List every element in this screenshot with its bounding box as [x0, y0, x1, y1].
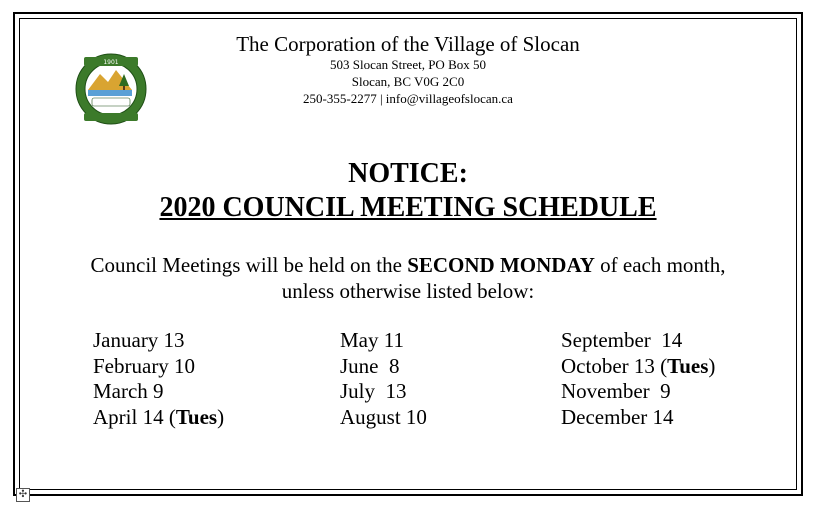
meeting-date-text: April 14 ( [93, 404, 176, 429]
organization-name: The Corporation of the Village of Slocan [236, 32, 580, 56]
intro-text-1: Council Meetings will be held on the [90, 253, 408, 277]
logo-year-text: 1901 [103, 59, 119, 66]
meeting-day-note: Tues [667, 353, 709, 378]
schedule-column-3 [561, 328, 715, 430]
intro-paragraph [40, 252, 776, 304]
meeting-date: February 10 [93, 353, 196, 378]
contact-line[interactable]: 250-355-2277 | info@villageofslocan.ca [303, 91, 513, 106]
meeting-date: December 14 [561, 404, 674, 429]
meeting-date: March 9 [93, 379, 164, 403]
meeting-date: August 10 [340, 404, 427, 429]
intro-text-2: of each month, [594, 253, 726, 277]
meeting-date-text: October 13 ( [561, 353, 668, 378]
schedule-title: 2020 COUNCIL MEETING SCHEDULE [159, 192, 657, 223]
meeting-date: July 13 [340, 379, 407, 403]
meeting-date [93, 405, 224, 431]
intro-line-1 [40, 252, 776, 278]
village-crest-logo [74, 52, 148, 126]
meeting-date: November 9 [561, 379, 671, 403]
meeting-date: June 8 [340, 353, 400, 378]
meeting-date: May 11 [340, 328, 404, 352]
intro-emphasis: SECOND MONDAY [407, 253, 595, 277]
city-line: Slocan, BC V0G 2C0 [351, 74, 465, 89]
notice-heading: NOTICE: [348, 158, 468, 189]
meeting-date: January 13 [93, 328, 185, 352]
schedule-column-2 [340, 328, 427, 430]
meeting-date-suffix: ) [217, 404, 225, 429]
meeting-date-suffix: ) [708, 353, 716, 378]
table-move-handle-icon[interactable]: ✣ [16, 488, 30, 502]
address-line: 503 Slocan Street, PO Box 50 [330, 57, 486, 72]
meeting-day-note: Tues [175, 404, 218, 429]
schedule-column-1 [93, 328, 224, 430]
meeting-date [561, 354, 715, 380]
intro-line-2: unless otherwise listed below: [281, 279, 535, 303]
meeting-date: September 14 [561, 328, 683, 352]
